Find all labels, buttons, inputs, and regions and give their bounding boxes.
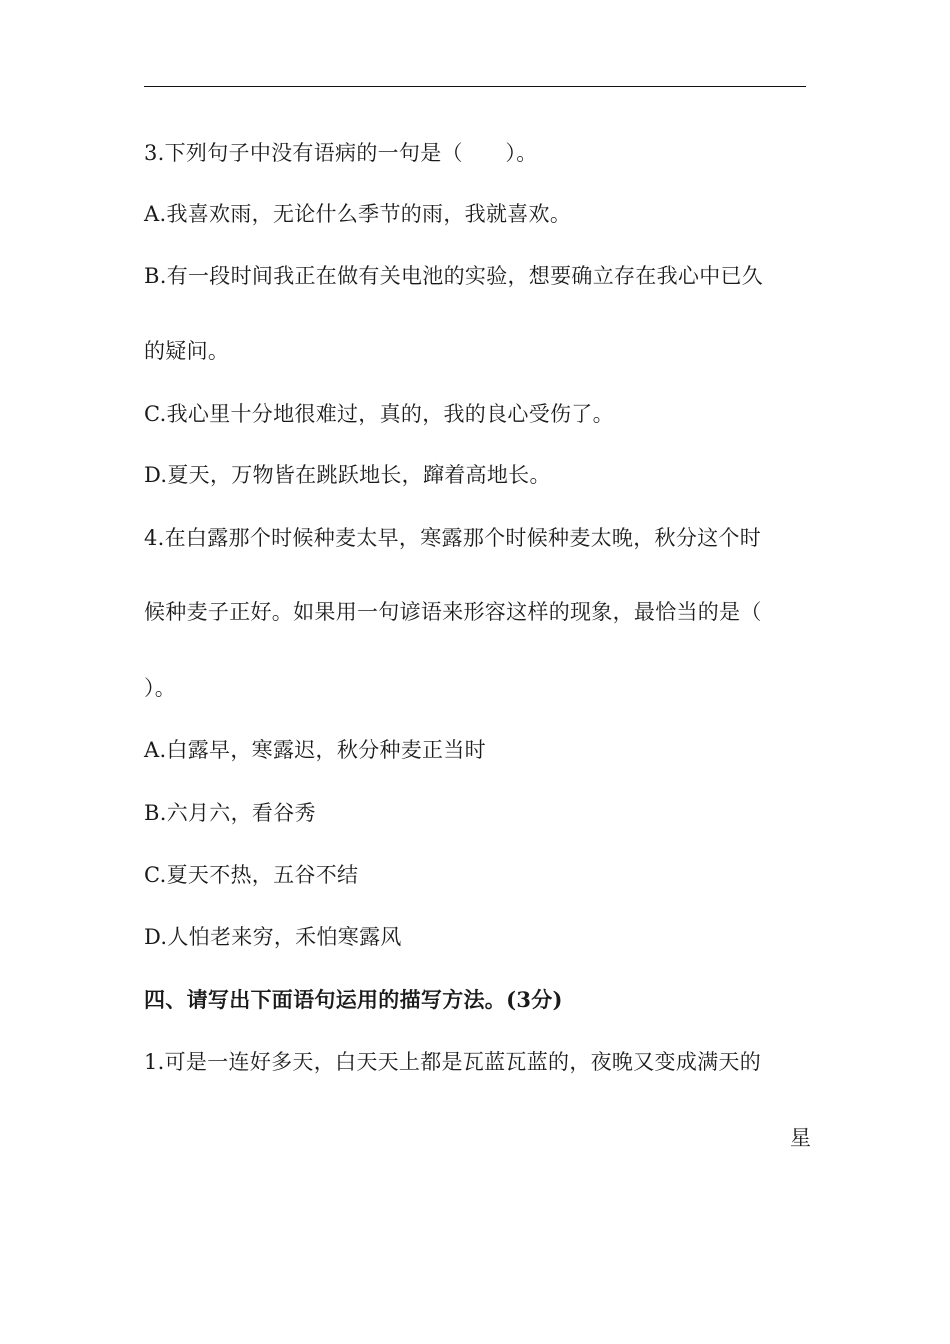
q4-option-d: D.人怕老来穷，禾怕寒露风 [144, 925, 402, 949]
q3-option-b-line1: B.有一段时间我正在做有关电池的实验，想要确立存在我心中已久 [144, 264, 764, 288]
q4-stem-line1: 4.在白露那个时候种麦太早，寒露那个时候种麦太晚，秋分这个时 [144, 526, 762, 550]
q4-stem-line2: 候种麦子正好。如果用一句谚语来形容这样的现象，最恰当的是（ [144, 600, 762, 624]
section4-heading: 四、请写出下面语句运用的描写方法。(3分) [144, 987, 563, 1012]
q3-option-c: C.我心里十分地很难过，真的，我的良心受伤了。 [144, 402, 614, 426]
header-rule [144, 86, 806, 87]
q3-stem: 3.下列句子中没有语病的一句是（ ）。 [144, 141, 538, 165]
q4-option-a: A.白露早，寒露迟，秋分种麦正当时 [144, 738, 486, 762]
q3-option-a: A.我喜欢雨，无论什么季节的雨，我就喜欢。 [144, 202, 572, 226]
q4-stem-line3: ）。 [144, 676, 177, 700]
q3-option-d: D.夏天，万物皆在跳跃地长，蹿着高地长。 [144, 463, 551, 487]
q3-option-b-line2: 的疑问。 [144, 339, 230, 363]
q4-option-c: C.夏天不热，五谷不结 [144, 863, 359, 887]
section4-item1-line2: 星 [790, 1126, 811, 1150]
section4-item1-line1: 1.可是一连好多天，白天天上都是瓦蓝瓦蓝的，夜晚又变成满天的 [144, 1050, 762, 1074]
q4-option-b: B.六月六，看谷秀 [144, 801, 316, 825]
